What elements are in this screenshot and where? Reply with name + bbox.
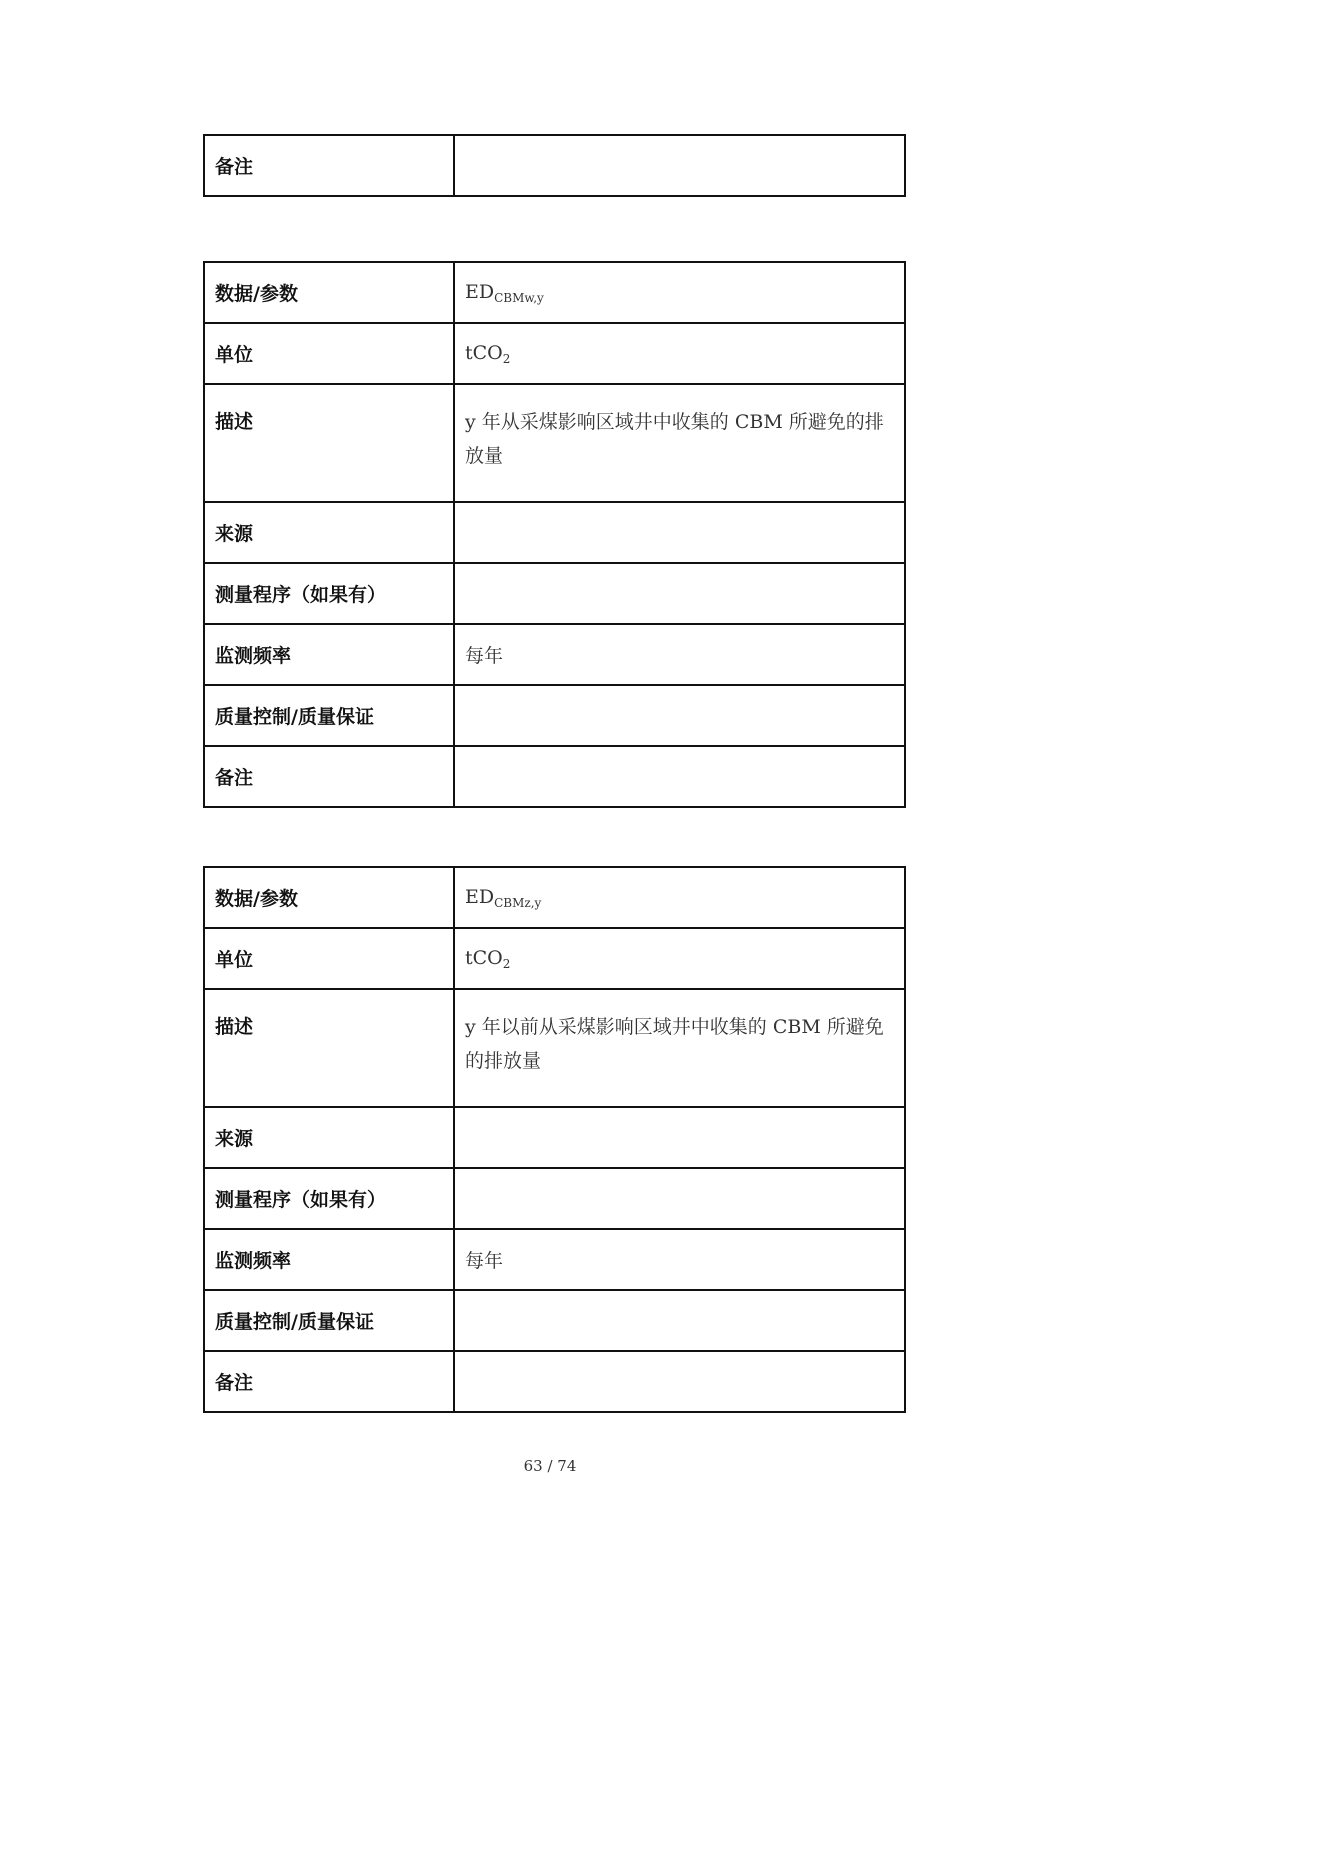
remarks-value <box>454 135 905 196</box>
parameter-table-previous-tail <box>203 134 906 197</box>
source-value <box>454 502 905 563</box>
source-row <box>204 1107 905 1168</box>
remarks-label: 备注 <box>204 746 454 807</box>
param-subscript: CBMz,y <box>494 895 542 910</box>
param-value <box>454 262 905 323</box>
param-row <box>204 867 905 928</box>
unit-symbol: tCO <box>465 946 503 969</box>
description-label: 描述 <box>204 989 454 1107</box>
procedure-label: 测量程序（如果有） <box>204 1168 454 1229</box>
param-symbol: ED <box>465 280 495 303</box>
procedure-value <box>454 1168 905 1229</box>
unit-value <box>454 323 905 384</box>
remarks-label: 备注 <box>204 1351 454 1412</box>
parameter-table-ed-cbmw <box>203 261 906 808</box>
qc-value <box>454 685 905 746</box>
remarks-row <box>204 746 905 807</box>
source-row <box>204 502 905 563</box>
qc-value <box>454 1290 905 1351</box>
unit-subscript: 2 <box>502 351 511 366</box>
frequency-label: 监测频率 <box>204 624 454 685</box>
source-value <box>454 1107 905 1168</box>
remarks-value <box>454 746 905 807</box>
param-row <box>204 262 905 323</box>
description-row <box>204 384 905 502</box>
unit-label: 单位 <box>204 928 454 989</box>
param-subscript: CBMw,y <box>494 290 544 305</box>
page-number: 63 / 74 <box>523 1457 577 1475</box>
source-label: 来源 <box>204 1107 454 1168</box>
frequency-value: 每年 <box>454 1229 905 1290</box>
unit-value <box>454 928 905 989</box>
qc-row <box>204 1290 905 1351</box>
unit-row <box>204 928 905 989</box>
remarks-row <box>204 135 905 196</box>
qc-label: 质量控制/质量保证 <box>204 1290 454 1351</box>
description-label: 描述 <box>204 384 454 502</box>
unit-label: 单位 <box>204 323 454 384</box>
qc-label: 质量控制/质量保证 <box>204 685 454 746</box>
unit-row <box>204 323 905 384</box>
parameter-table-ed-cbmz <box>203 866 906 1413</box>
qc-row <box>204 685 905 746</box>
description-value: y 年从采煤影响区域井中收集的 CBM 所避免的排放量 <box>454 384 905 502</box>
unit-subscript: 2 <box>502 956 511 971</box>
procedure-value <box>454 563 905 624</box>
frequency-label: 监测频率 <box>204 1229 454 1290</box>
param-value <box>454 867 905 928</box>
frequency-row <box>204 624 905 685</box>
remarks-label: 备注 <box>204 135 454 196</box>
procedure-row <box>204 563 905 624</box>
unit-symbol: tCO <box>465 341 503 364</box>
source-label: 来源 <box>204 502 454 563</box>
remarks-row <box>204 1351 905 1412</box>
param-label: 数据/参数 <box>204 262 454 323</box>
remarks-value <box>454 1351 905 1412</box>
param-label: 数据/参数 <box>204 867 454 928</box>
frequency-row <box>204 1229 905 1290</box>
description-row <box>204 989 905 1107</box>
frequency-value: 每年 <box>454 624 905 685</box>
description-value: y 年以前从采煤影响区域井中收集的 CBM 所避免的排放量 <box>454 989 905 1107</box>
param-symbol: ED <box>465 885 495 908</box>
procedure-label: 测量程序（如果有） <box>204 563 454 624</box>
procedure-row <box>204 1168 905 1229</box>
